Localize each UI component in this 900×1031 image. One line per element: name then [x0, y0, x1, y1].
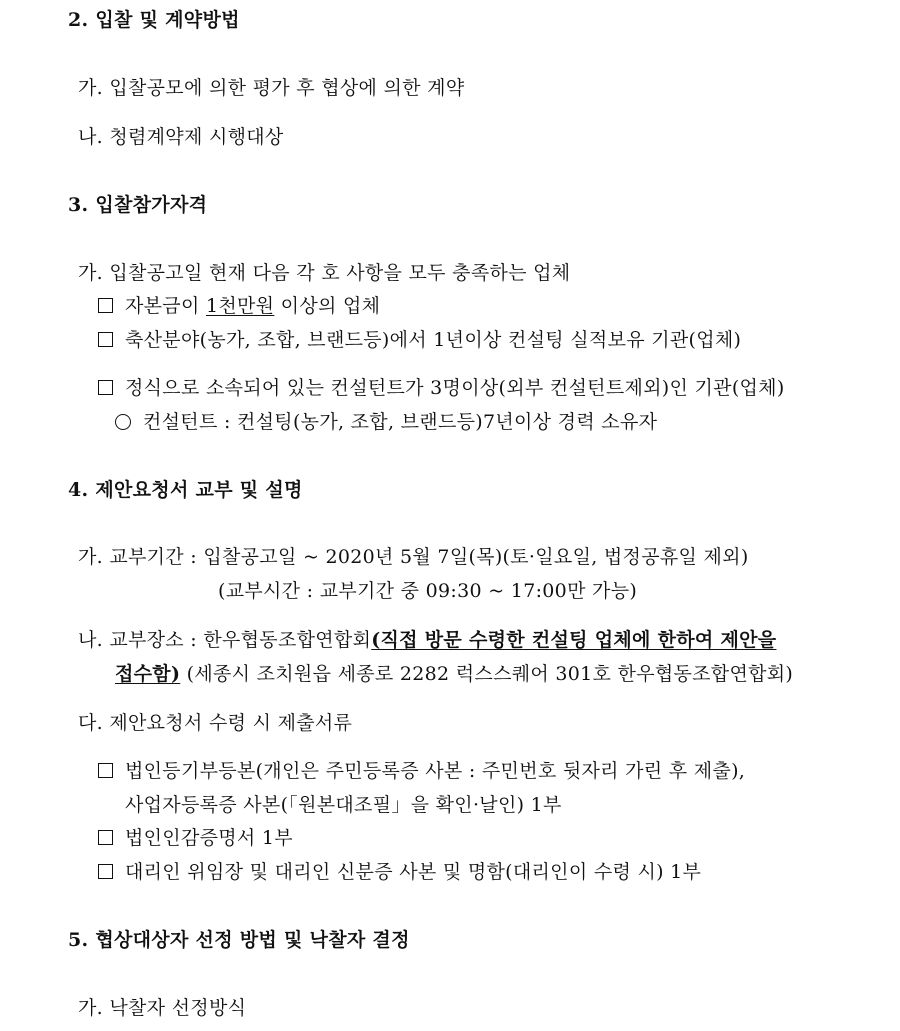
- section-4-item-na-cont: 접수함) (세종시 조치원읍 세종로 2282 럭스스퀘어 301호 한우협동조합연합회): [115, 663, 794, 685]
- section-3-heading: 3. 입찰참가자격: [68, 194, 208, 216]
- section-4-doc-2: 법인인감증명서 1부: [98, 826, 293, 850]
- section-5-heading: 5. 협상대상자 선정 방법 및 낙찰자 결정: [68, 929, 410, 951]
- section-4-doc-1-cont: 사업자등록증 사본(「원본대조필」을 확인·날인) 1부: [125, 794, 562, 816]
- checkbox-square-icon: [98, 830, 113, 845]
- section-3-sub-bullet: 컨설턴트 : 컨설팅(농가, 조합, 브랜드등)7년이상 경력 소유자: [115, 410, 657, 434]
- emphasis-text: 접수함): [115, 663, 181, 685]
- section-4-item-ga: 가. 교부기간 : 입찰공고일 ~ 2020년 5월 7일(목)(토·일요일, 법정공휴일 제외): [78, 546, 749, 568]
- checkbox-square-icon: [98, 298, 113, 313]
- circle-bullet-icon: [115, 414, 131, 430]
- checkbox-square-icon: [98, 332, 113, 347]
- section-4-doc-3: 대리인 위임장 및 대리인 신분증 사본 및 명함(대리인이 수령 시) 1부: [98, 860, 701, 884]
- section-4-doc-1: 법인등기부등본(개인은 주민등록증 사본 : 주민번호 뒷자리 가린 후 제출),: [98, 759, 745, 783]
- section-2-heading: 2. 입찰 및 계약방법: [68, 9, 240, 31]
- checkbox-square-icon: [98, 763, 113, 778]
- checkbox-square-icon: [98, 380, 113, 395]
- emphasis-text: (직접 방문 수령한 컨설팅 업체에 한하여 제안을: [371, 629, 777, 651]
- section-3-item-ga: 가. 입찰공고일 현재 다음 각 호 사항을 모두 충족하는 업체: [78, 262, 571, 284]
- section-2-item-ga: 가. 입찰공모에 의한 평가 후 협상에 의한 계약: [78, 77, 465, 99]
- section-4-heading: 4. 제안요청서 교부 및 설명: [68, 479, 303, 501]
- section-5-item-ga: 가. 낙찰자 선정방식: [78, 997, 247, 1019]
- section-2-item-na: 나. 청렴계약제 시행대상: [78, 126, 284, 148]
- section-4-item-ga-sub: (교부시간 : 교부기간 중 09:30 ~ 17:00만 가능): [218, 580, 638, 602]
- section-3-bullet-3: 정식으로 소속되어 있는 컨설턴트가 3명이상(외부 컨설턴트제외)인 기관(업체): [98, 376, 785, 400]
- underlined-capital: 1천만원: [205, 295, 275, 317]
- section-4-item-na: 나. 교부장소 : 한우협동조합연합회(직접 방문 수령한 컨설팅 업체에 한하여 제안을: [78, 629, 777, 651]
- section-4-item-da: 다. 제안요청서 수령 시 제출서류: [78, 712, 353, 734]
- checkbox-square-icon: [98, 864, 113, 879]
- section-3-bullet-2: 축산분야(농가, 조합, 브랜드등)에서 1년이상 컨설팅 실적보유 기관(업체): [98, 328, 741, 352]
- section-3-bullet-1: 자본금이 1천만원 이상의 업체: [98, 294, 380, 318]
